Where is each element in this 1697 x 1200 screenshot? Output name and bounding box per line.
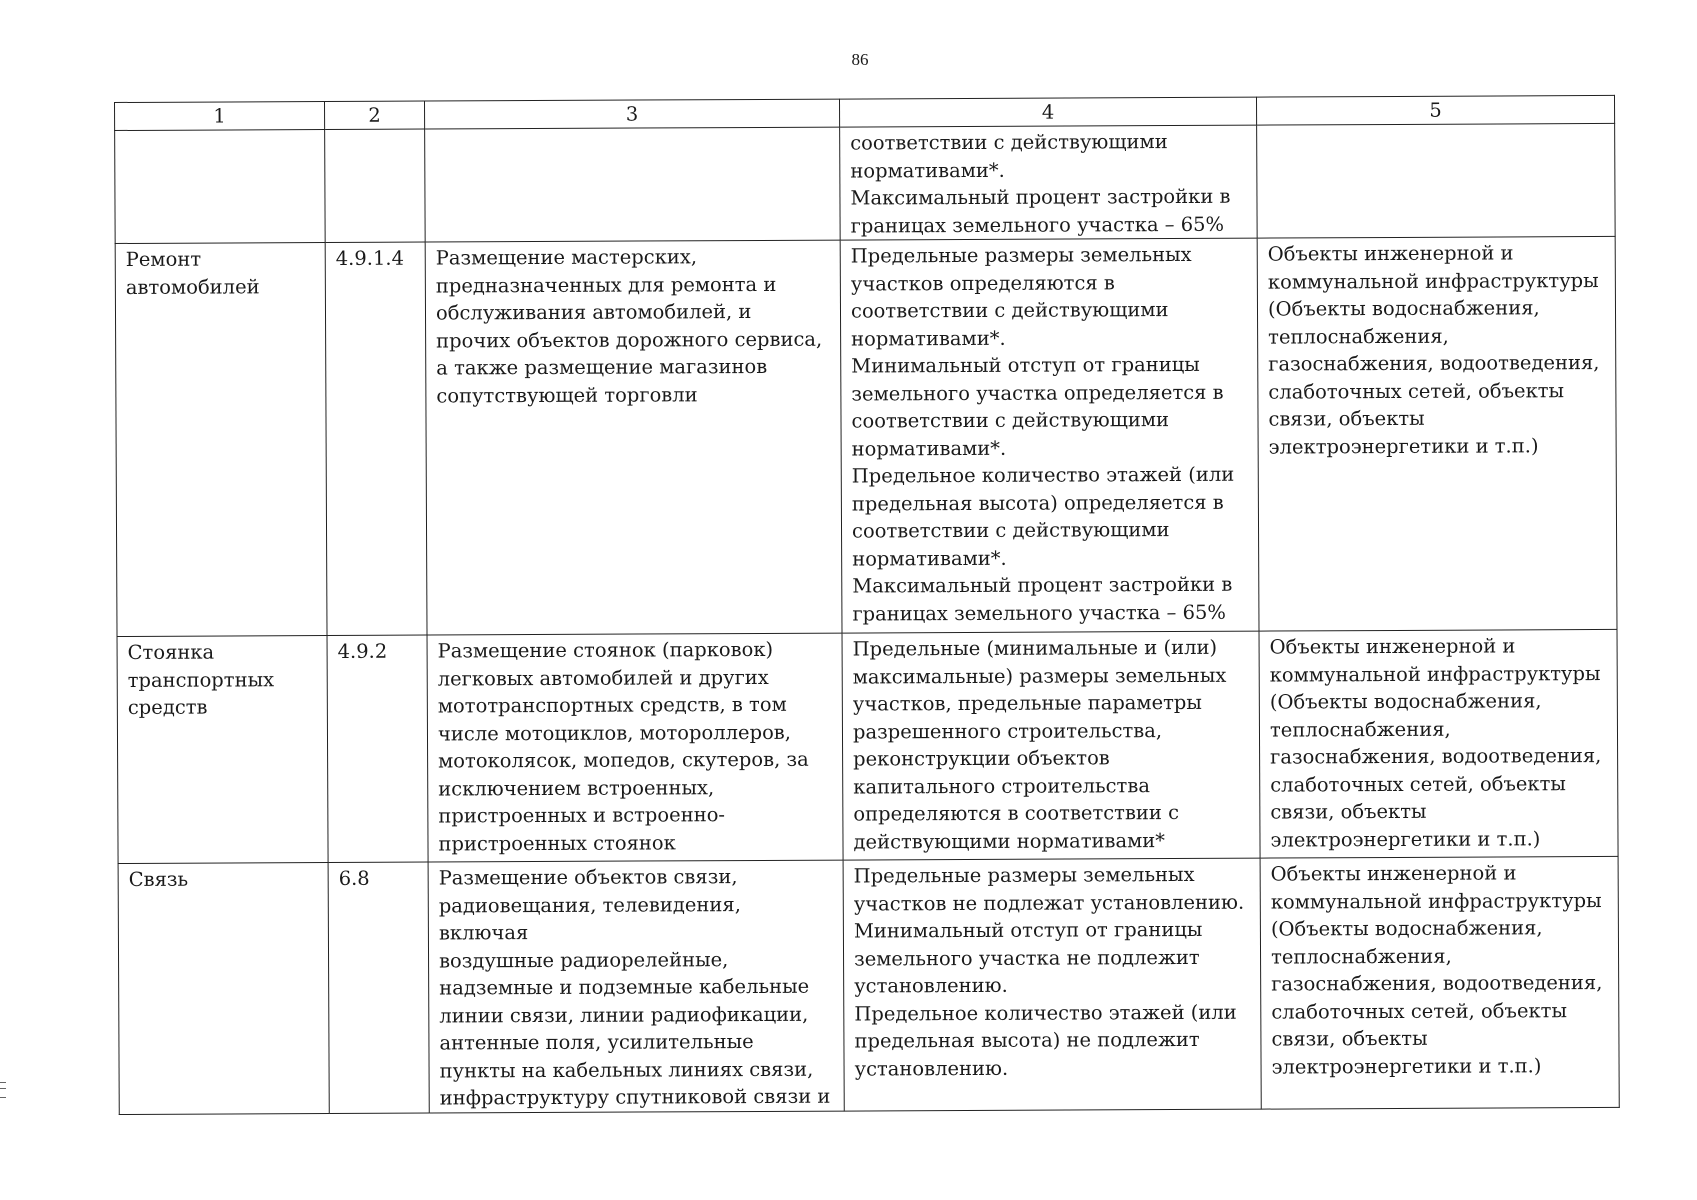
column-header-2: 2 (325, 101, 425, 129)
cell-use-code: 6.8 (328, 862, 429, 1113)
cell-auxiliary-uses: Объекты инженерной и коммунальной инфраструктуры (Объекты водоснабжения, теплоснабжения, газоснабжения, водоотведения, слаботочных сетей, объекты связи, объекты электроэнергетики и т.п.) (1260, 856, 1619, 1108)
cell-use-description: Размещение стоянок (парковок) легковых автомобилей и других мототранспортных средств, в том числе мотоциклов, мотороллеров, мотоколясок, мопедов, скутеров, за исключением встроенных, пристроенных и встроенно- пристроенных стоянок (427, 633, 843, 862)
column-header-5: 5 (1256, 95, 1614, 125)
cell-use-name: Стоянка транспортных средств (117, 636, 328, 864)
cell-parameters: Предельные размеры земельных участков определяются в соответствии с действующими нормативами*. Минимальный отступ от границы земельного участка определяется в соответствии с действующими нормативами*. Предельное количество этажей (или предельная высота) определяется в соответствии с действующими нормативами*. Максимальный процент застройки в границах земельного участка – 65% (840, 238, 1259, 633)
scan-edge-marks (0, 1082, 6, 1098)
table-row-vehicle-parking (117, 629, 1618, 863)
cell-use-description (425, 127, 841, 242)
land-use-table (114, 95, 1620, 1115)
table-row-communications (118, 856, 1619, 1114)
page-number: 86 (851, 50, 869, 69)
cell-parameters: Предельные размеры земельных участков не подлежат установлению. Минимальный отступ от границы земельного участка не подлежит установлению. Предельное количество этажей (или предельная высота) не подлежит установлению. (843, 858, 1261, 1110)
cell-use-name: Ремонт автомобилей (115, 243, 327, 637)
column-header-4: 4 (839, 97, 1256, 127)
cell-use-description: Размещение объектов связи, радиовещания, телевидения, включая воздушные радиорелейные, надземные и подземные кабельные линии связи, линии радиофикации, антенные поля, усилительные пункты на кабельных линиях связи, инфраструктуру спутниковой связи и (428, 860, 844, 1112)
cell-parameters: соответствии с действующими нормативами*. Максимальный процент застройки в границах земельного участка – 65% (840, 125, 1258, 240)
cell-use-code (325, 129, 426, 242)
cell-use-description: Размещение мастерских, предназначенных для ремонта и обслуживания автомобилей, и прочих объектов дорожного сервиса, а также размещение магазинов сопутствующей торговли (425, 240, 842, 635)
table-row-car-repair (115, 236, 1617, 636)
cell-parameters: Предельные (минимальные и (или) максимальные) размеры земельных участков, предельные параметры разрешенного строительства, реконструкции объектов капитального строительства определяются в соответствии с действующими нормативами* (842, 631, 1260, 860)
cell-use-name (115, 130, 326, 244)
column-header-3: 3 (424, 99, 839, 129)
cell-auxiliary-uses (1257, 123, 1616, 238)
table-row-continuation (115, 123, 1616, 243)
cell-auxiliary-uses: Объекты инженерной и коммунальной инфраструктуры (Объекты водоснабжения, теплоснабжения, газоснабжения, водоотведения, слаботочных сетей, объекты связи, объекты электроэнергетики и т.п.) (1259, 629, 1618, 858)
column-header-1: 1 (115, 102, 325, 131)
cell-use-name: Связь (118, 862, 329, 1113)
cell-auxiliary-uses: Объекты инженерной и коммунальной инфраструктуры (Объекты водоснабжения, теплоснабжения, газоснабжения, водоотведения, слаботочных сетей, объекты связи, объекты электроэнергетики и т.п.) (1257, 236, 1617, 631)
cell-use-code: 4.9.1.4 (325, 242, 427, 635)
cell-use-code: 4.9.2 (327, 635, 428, 862)
